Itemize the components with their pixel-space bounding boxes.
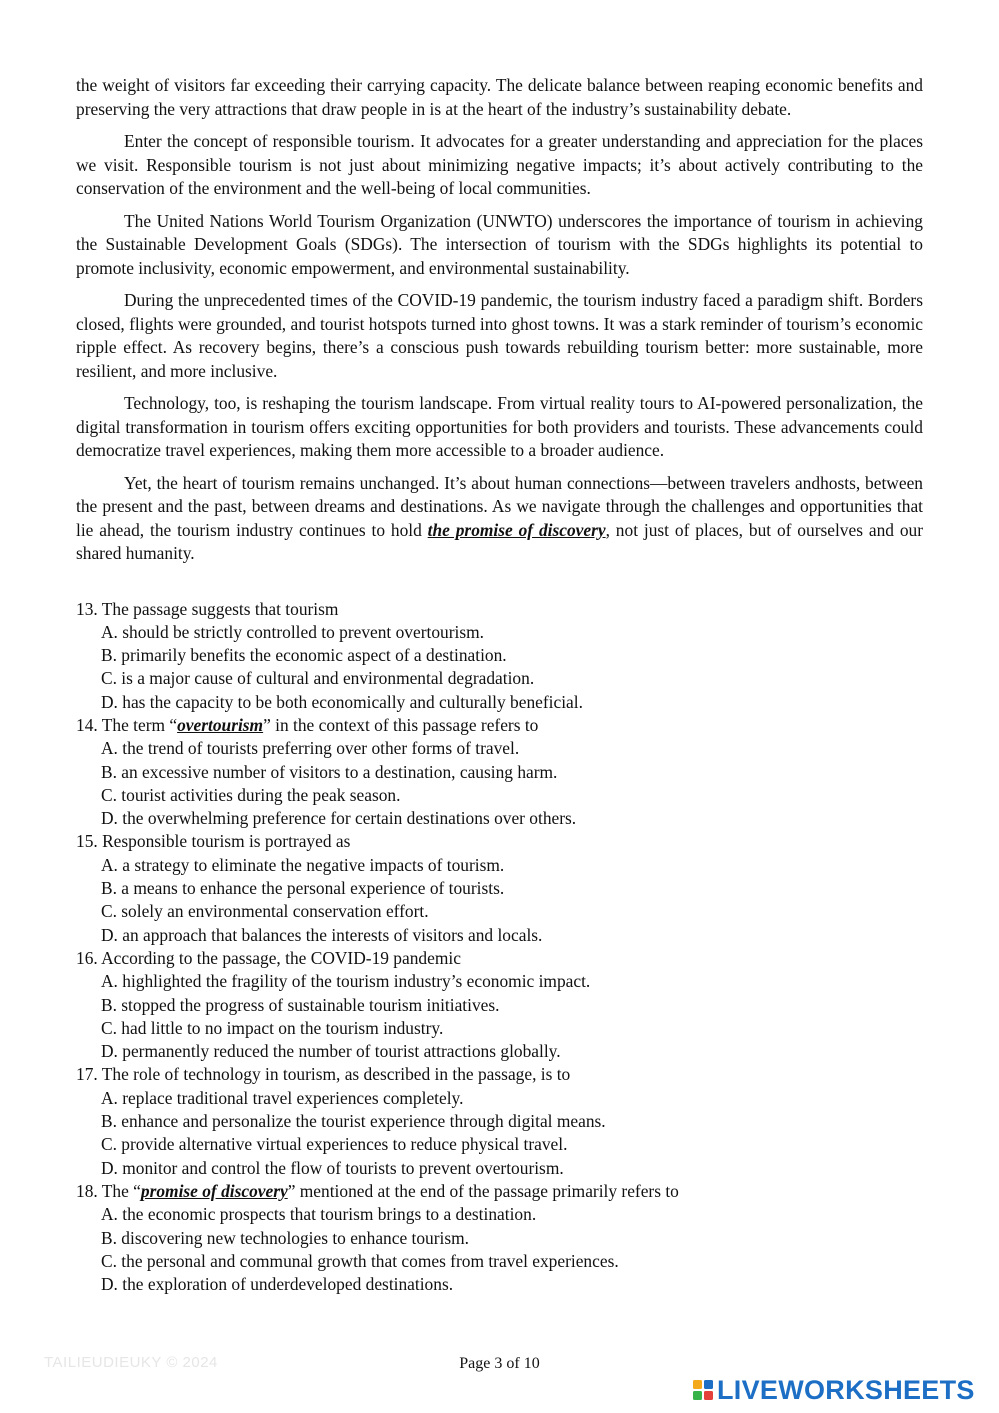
stem-suffix: ” mentioned at the end of the passage primarily refers to	[287, 1180, 679, 1201]
question-15	[76, 830, 923, 946]
answer-option[interactable]: D. an approach that balances the interests of visitors and locals.	[101, 924, 543, 945]
answer-option[interactable]: C. the personal and communal growth that comes from travel experiences.	[101, 1250, 619, 1271]
answer-option[interactable]: C. provide alternative virtual experiences to reduce physical travel.	[101, 1134, 568, 1155]
passage-paragraph-5: Technology, too, is reshaping the tourism landscape. From virtual reality tours to AI-powered personalization, the digital transformation in tourism offers exciting opportunities for both providers and tourists. These advancements could democratize travel experiences, making them more accessible to a broader audience.	[76, 393, 923, 460]
answer-option[interactable]: D. the overwhelming preference for certain destinations over others.	[101, 808, 577, 829]
answer-option[interactable]: B. stopped the progress of sustainable tourism initiatives.	[101, 994, 500, 1015]
passage-paragraph-6	[76, 472, 923, 566]
passage-paragraph-3: The United Nations World Tourism Organization (UNWTO) underscores the importance of tourism in achieving the Sustainable Development Goals (SDGs). The intersection of tourism with the SDGs highlights its potential to promote inclusivity, economic empowerment, and environmental sustainability.	[76, 210, 923, 278]
answer-option[interactable]: B. discovering new technologies to enhance tourism.	[101, 1227, 470, 1248]
answer-option[interactable]: D. the exploration of underdeveloped destinations.	[101, 1274, 454, 1295]
watermark: TAILIEUDIEUKY © 2024	[44, 1354, 218, 1371]
answer-option[interactable]: B. an excessive number of visitors to a destination, causing harm.	[101, 761, 558, 782]
question-stem: 16. According to the passage, the COVID-19 pandemic	[76, 947, 461, 968]
liveworksheets-logo-icon	[692, 1379, 714, 1401]
question-17	[76, 1063, 923, 1179]
question-stem	[76, 714, 923, 737]
page-number: Page 3 of 10	[459, 1355, 540, 1372]
paragraph-6-text-start: Yet, the heart of tourism remains unchanged. It’s about human connections—between travelers andhosts, between the present and the past, between dreams and destinations. As we navigate through the challenges and opportunities that lie ahead, the tourism industry continues to hold	[76, 472, 923, 540]
answer-option[interactable]: C. tourist activities during the peak season.	[101, 784, 401, 805]
question-14	[76, 714, 923, 830]
liveworksheets-logo[interactable]	[692, 1375, 975, 1405]
question-13	[76, 598, 923, 714]
question-stem: 17. The role of technology in tourism, as described in the passage, is to	[76, 1064, 571, 1085]
stem-suffix: ” in the context of this passage refers to	[263, 714, 539, 735]
promise-of-discovery-highlight: promise of discovery	[140, 1180, 288, 1201]
promise-of-discovery-highlight: the promise of discovery	[427, 519, 606, 540]
answer-option[interactable]: A. the economic prospects that tourism brings to a destination.	[101, 1204, 537, 1225]
answer-option[interactable]: A. a strategy to eliminate the negative impacts of tourism.	[101, 854, 505, 875]
answer-option[interactable]: D. monitor and control the flow of tourists to prevent overtourism.	[101, 1157, 564, 1178]
question-18	[76, 1180, 923, 1296]
stem-prefix: 18. The “	[76, 1180, 141, 1201]
answer-option[interactable]: B. a means to enhance the personal experience of tourists.	[101, 878, 505, 899]
answer-option[interactable]: A. should be strictly controlled to prevent overtourism.	[101, 621, 485, 642]
stem-prefix: 14. The term “	[76, 714, 178, 735]
answer-option[interactable]: D. has the capacity to be both economically and culturally beneficial.	[101, 691, 583, 712]
passage-paragraph-1: the weight of visitors far exceeding their carrying capacity. The delicate balance between reaping economic benefits and preserving the very attractions that draw people in is at the heart of the industry’s sustainability debate.	[76, 75, 923, 119]
liveworksheets-logo-text: LIVEWORKSHEETS	[717, 1375, 975, 1405]
paragraph-6-text-end: , not just of places, but of ourselves and our shared humanity.	[76, 519, 924, 563]
answer-option[interactable]: C. solely an environmental conservation effort.	[101, 901, 429, 922]
answer-option[interactable]: C. is a major cause of cultural and environmental degradation.	[101, 668, 535, 689]
question-stem	[76, 1180, 923, 1203]
answer-option[interactable]: C. had little to no impact on the tourism industry.	[101, 1017, 444, 1038]
question-list	[76, 598, 923, 1297]
question-16	[76, 947, 923, 1063]
answer-option[interactable]: B. enhance and personalize the tourist experience through digital means.	[101, 1111, 606, 1132]
answer-option[interactable]: A. highlighted the fragility of the tourism industry’s economic impact.	[101, 971, 591, 992]
overtourism-highlight: overtourism	[177, 714, 264, 735]
answer-option[interactable]: A. replace traditional travel experiences completely.	[101, 1087, 464, 1108]
passage-paragraph-4: During the unprecedented times of the COVID-19 pandemic, the tourism industry faced a paradigm shift. Borders closed, flights were grounded, and tourist hotspots turned into ghost towns. It was a stark reminder of tourism’s economic ripple effect. As recovery begins, there’s a conscious push towards rebuilding tourism better: more sustainable, more resilient, and more inclusive.	[76, 290, 923, 381]
answer-option[interactable]: D. permanently reduced the number of tourist attractions globally.	[101, 1041, 561, 1062]
answer-option[interactable]: B. primarily benefits the economic aspect of a destination.	[101, 645, 507, 666]
document-page	[76, 74, 923, 1296]
passage-paragraph-2: Enter the concept of responsible tourism. It advocates for a greater understanding and appreciation for the places we visit. Responsible tourism is not just about minimizing negative impacts; it’s about actively contributing to the conservation of the environment and the well-being of local communities.	[76, 131, 923, 198]
question-stem: 15. Responsible tourism is portrayed as	[76, 831, 351, 852]
answer-option[interactable]: A. the trend of tourists preferring over other forms of travel.	[101, 738, 520, 759]
question-stem: 13. The passage suggests that tourism	[76, 598, 339, 619]
